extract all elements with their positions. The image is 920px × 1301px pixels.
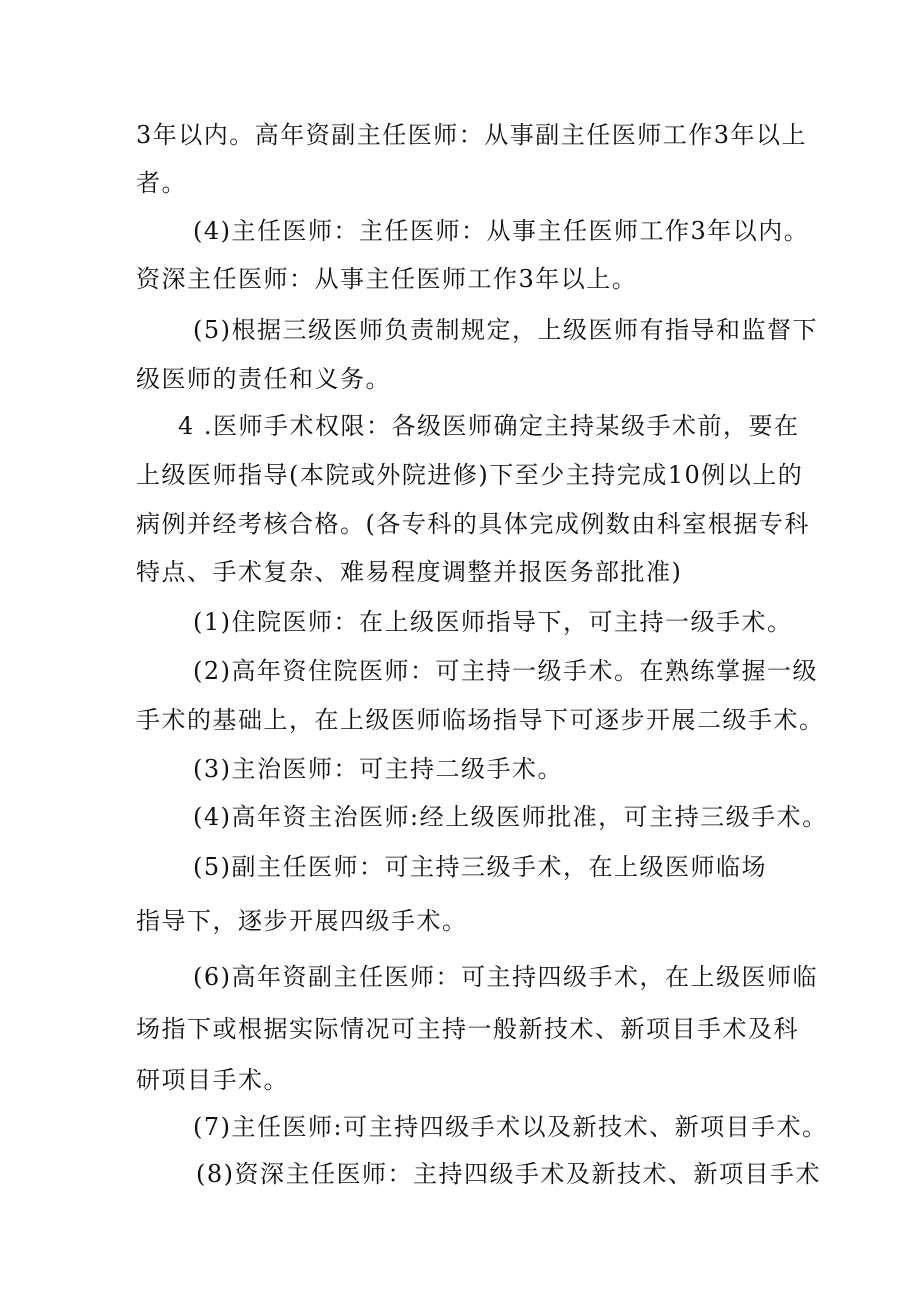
text-line-16: (5)副主任医师：可主持三级手术，在上级医师临场 xyxy=(193,853,767,881)
text-line-15: (4)高年资主治医师:经上级医师批准，可主持三级手术。 xyxy=(193,803,828,831)
text-line-18: (6)高年资副主任医师：可主持四级手术，在上级医师临 xyxy=(193,963,818,991)
text-line-21: (7)主任医师:可主持四级手术以及新技术、新项目手术。 xyxy=(193,1113,828,1141)
text-line-20: 研项目手术。 xyxy=(136,1066,289,1094)
text-line-7: 4 .医师手术权限：各级医师确定主持某级手术前，要在 xyxy=(178,412,800,440)
text-line-1: 3年以内。高年资副主任医师：从事副主任医师工作3年以上 xyxy=(136,121,808,149)
text-line-19: 场指下或根据实际情况可主持一般新技术、新项目手术及科 xyxy=(136,1015,799,1043)
text-line-11: (1)住院医师：在上级医师指导下，可主持一级手术。 xyxy=(193,608,793,636)
text-line-5: (5)根据三级医师负责制规定，上级医师有指导和监督下 xyxy=(193,316,818,344)
text-line-3: (4)主任医师：主任医师：从事主任医师工作3年以内。 xyxy=(193,217,810,245)
text-line-2: 者。 xyxy=(136,169,187,197)
text-line-9: 病例并经考核合格。(各专科的具体完成例数由科室根据专科 xyxy=(136,510,810,538)
text-line-14: (3)主治医师：可主持二级手术。 xyxy=(193,755,563,783)
text-line-10: 特点、手术复杂、难易程度调整并报医务部批准) xyxy=(136,558,683,586)
text-line-8: 上级医师指导(本院或外院进修)下至少主持完成10例以上的 xyxy=(136,461,804,489)
text-line-12: (2)高年资住院医师：可主持一级手术。在熟练掌握一级 xyxy=(193,657,818,685)
text-line-13: 手术的基础上，在上级医师临场指导下可逐步开展二级手术。 xyxy=(136,706,825,734)
text-line-17: 指导下，逐步开展四级手术。 xyxy=(136,907,468,935)
text-line-4: 资深主任医师：从事主任医师工作3年以上。 xyxy=(136,265,638,293)
text-line-22: (8)资深主任医师：主持四级手术及新技术、新项目手术 xyxy=(196,1160,821,1188)
text-line-6: 级医师的责任和义务。 xyxy=(136,365,391,393)
